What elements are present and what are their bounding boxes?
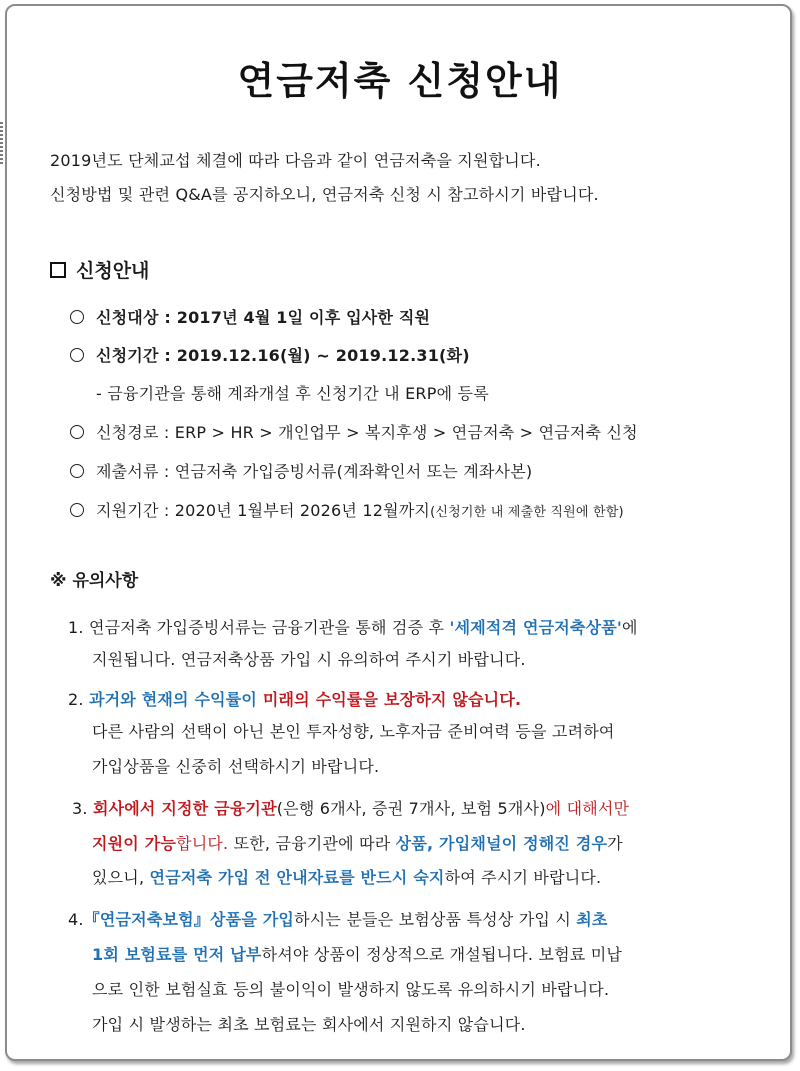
section-heading-application: 신청안내 xyxy=(50,258,149,284)
note-2-line-3: 가입상품을 신중히 선택하시기 바랍니다. xyxy=(92,757,380,776)
note-4-line-3: 으로 인한 보험실효 등의 불이익이 발생하지 않도록 유의하시기 바랍니다. xyxy=(92,980,610,999)
note-1-line-2: 지원됩니다. 연금저축상품 가입 시 유의하여 주시기 바랍니다. xyxy=(92,650,526,669)
note-4-line-1: 4.『연금저축보험』상품을 가입하시는 분들은 보험상품 특성상 가입 시 최초 xyxy=(68,910,608,929)
circle-bullet-icon xyxy=(70,503,84,517)
note-1-line-1: 1. 연금저축 가입증빙서류는 금융기관을 통해 검증 후 '세제적격 연금저축상품'에 xyxy=(68,618,638,637)
intro-line-2: 신청방법 및 관련 Q&A를 공지하오니, 연금저축 신청 시 참고하시기 바랍니다. xyxy=(50,185,599,204)
intro-line-1: 2019년도 단체교섭 체결에 따라 다음과 같이 연금저축을 지원합니다. xyxy=(50,151,541,170)
application-period-note: - 금융기관을 통해 계좌개설 후 신청기간 내 ERP에 등록 xyxy=(96,384,489,403)
application-documents: 제출서류 : 연금저축 가입증빙서류(계좌확인서 또는 계좌사본) xyxy=(70,460,532,484)
note-4-line-2: 1회 보험료를 먼저 납부하셔야 상품이 정상적으로 개설됩니다. 보험료 미납 xyxy=(92,945,623,964)
application-route: 신청경로 : ERP > HR > 개인업무 > 복지후생 > 연금저축 > 연금저축 신청 xyxy=(70,421,638,445)
note-3-line-2: 지원이 가능합니다. 또한, 금융기관에 따라 상품, 가입채널이 정해진 경우가 xyxy=(92,834,623,853)
square-bullet-icon xyxy=(50,262,66,278)
circle-bullet-icon xyxy=(70,425,84,439)
note-3-line-1: 3. 회사에서 지정한 금융기관(은행 6개사, 증권 7개사, 보험 5개사)에 대해서만 xyxy=(72,799,630,818)
circle-bullet-icon xyxy=(70,310,84,324)
note-4-line-4: 가입 시 발생하는 최초 보험료는 회사에서 지원하지 않습니다. xyxy=(92,1015,526,1034)
application-support-period: 지원기간 : 2020년 1월부터 2026년 12월까지(신청기한 내 제출한 직원에 한함) xyxy=(70,499,624,525)
circle-bullet-icon xyxy=(70,348,84,362)
note-2-line-2: 다른 사람의 선택이 아닌 본인 투자성향, 노후자금 준비여력 등을 고려하여 xyxy=(92,722,615,741)
left-edge-marker xyxy=(0,122,3,164)
application-target: 신청대상 : 2017년 4월 1일 이후 입사한 직원 xyxy=(70,306,430,330)
note-2-line-1: 2. 과거와 현재의 수익률이 미래의 수익률을 보장하지 않습니다. xyxy=(68,690,522,709)
circle-bullet-icon xyxy=(70,464,84,478)
section-heading-notes: ※ 유의사항 xyxy=(50,571,139,591)
application-period: 신청기간 : 2019.12.16(월) ~ 2019.12.31(화) xyxy=(70,344,470,368)
note-3-line-3: 있으니, 연금저축 가입 전 안내자료를 반드시 숙지하여 주시기 바랍니다. xyxy=(92,868,602,887)
page-title: 연금저축 신청안내 xyxy=(237,59,563,103)
